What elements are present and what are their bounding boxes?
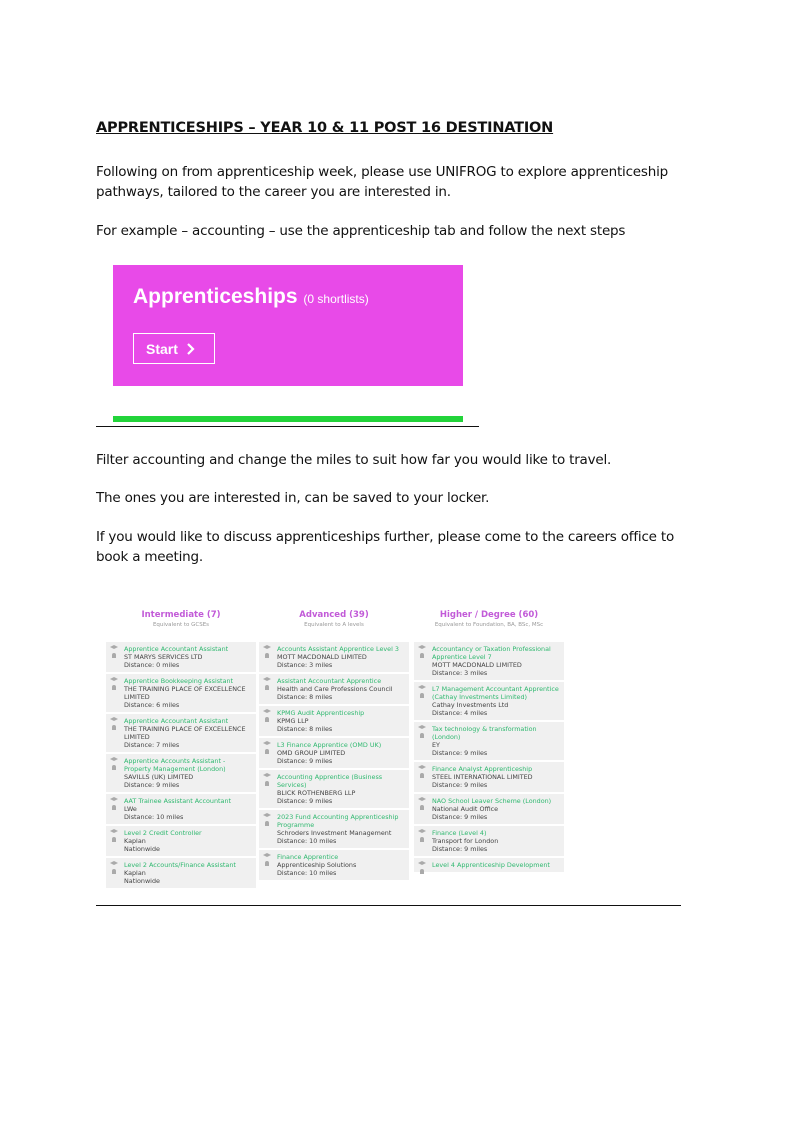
list-item[interactable]	[259, 810, 409, 848]
person-icon	[112, 837, 116, 842]
item-title[interactable]: Level 2 Accounts/Finance Assistant	[124, 861, 236, 869]
item-title[interactable]: Finance (Level 4)	[432, 829, 487, 837]
item-organisation: Apprenticeship Solutions	[277, 861, 357, 869]
card-title	[133, 285, 369, 309]
list-item[interactable]	[414, 682, 564, 720]
list-item[interactable]	[106, 754, 256, 792]
filter-paragraph: Filter accounting and change the miles to suit how far you would like to travel.	[96, 452, 612, 468]
item-distance: Distance: 0 miles	[124, 661, 180, 669]
item-distance: Distance: 10 miles	[124, 813, 184, 821]
item-distance: Distance: 9 miles	[124, 781, 180, 789]
list-item[interactable]	[259, 850, 409, 880]
item-distance: Distance: 9 miles	[432, 749, 488, 757]
list-item[interactable]	[106, 794, 256, 824]
graduation-cap-icon	[263, 853, 271, 858]
column-title[interactable]: Advanced (39)	[299, 610, 369, 620]
list-item[interactable]	[414, 722, 564, 760]
item-distance: Distance: 9 miles	[277, 757, 333, 765]
item-title[interactable]: AAT Trainee Assistant Accountant	[124, 797, 232, 805]
person-icon	[112, 765, 116, 770]
list-item[interactable]	[106, 858, 256, 888]
column-title[interactable]: Higher / Degree (60)	[439, 610, 539, 620]
item-distance: Distance: 9 miles	[277, 797, 333, 805]
progress-bar	[113, 416, 463, 422]
opportunity-list	[414, 642, 564, 908]
start-button[interactable]	[133, 333, 215, 364]
bottom-divider	[96, 905, 681, 906]
person-icon	[265, 749, 269, 754]
item-distance: Distance: 7 miles	[124, 741, 180, 749]
item-organisation: LWe	[124, 805, 137, 813]
column-header	[106, 610, 256, 642]
graduation-cap-icon	[110, 757, 118, 762]
person-icon	[112, 685, 116, 690]
graduation-cap-icon	[263, 709, 271, 714]
item-title[interactable]: NAO School Leaver Scheme (London)	[432, 797, 552, 805]
item-title[interactable]: Accountancy or Taxation Professional Apprentice Level 7	[432, 645, 551, 661]
shortlist-count: (0 shortlists)	[303, 292, 369, 306]
item-organisation: Kaplan	[124, 869, 146, 877]
column-header	[414, 610, 564, 642]
item-title[interactable]: Accounting Apprentice (Business Services)	[277, 773, 383, 789]
list-item[interactable]	[259, 642, 409, 672]
list-item[interactable]	[414, 858, 564, 872]
item-title[interactable]: KPMG Audit Apprenticeship	[277, 709, 365, 717]
graduation-cap-icon	[418, 685, 426, 690]
item-distance: Distance: 4 miles	[432, 709, 488, 717]
item-title[interactable]: Apprentice Bookkeeping Assistant	[124, 677, 234, 685]
graduation-cap-icon	[418, 765, 426, 770]
item-title[interactable]: Tax technology & transformation (London)	[432, 725, 537, 741]
list-item[interactable]	[259, 738, 409, 768]
item-distance: Distance: 8 miles	[277, 725, 333, 733]
opportunity-list	[259, 642, 409, 908]
person-icon	[265, 821, 269, 826]
discuss-paragraph: If you would like to discuss apprenticeships further, please come to the careers office to book a meeting.	[96, 529, 675, 565]
person-icon	[265, 781, 269, 786]
graduation-cap-icon	[418, 725, 426, 730]
column-intermediate	[106, 610, 256, 885]
item-distance: Nationwide	[124, 845, 160, 853]
item-title[interactable]: Level 4 Apprenticeship Development	[432, 861, 550, 869]
list-item[interactable]	[106, 714, 256, 752]
item-title[interactable]: Apprentice Accountant Assistant	[124, 645, 229, 653]
list-item[interactable]	[259, 674, 409, 704]
item-organisation: Transport for London	[432, 837, 499, 845]
item-title[interactable]: Accounts Assistant Apprentice Level 3	[277, 645, 399, 653]
item-organisation: THE TRAINING PLACE OF EXCELLENCE LIMITED	[124, 685, 246, 701]
graduation-cap-icon	[263, 741, 271, 746]
example-paragraph: For example – accounting – use the apprenticeship tab and follow the next steps	[96, 223, 626, 239]
graduation-cap-icon	[418, 645, 426, 650]
graduation-cap-icon	[110, 677, 118, 682]
item-organisation: Kaplan	[124, 837, 146, 845]
item-distance: Distance: 3 miles	[432, 669, 488, 677]
start-button-label: Start	[146, 340, 178, 357]
graduation-cap-icon	[263, 813, 271, 818]
item-title[interactable]: Apprentice Accountant Assistant	[124, 717, 229, 725]
item-title[interactable]: L3 Finance Apprentice (OMD UK)	[277, 741, 382, 749]
chevron-right-icon	[186, 343, 195, 355]
graduation-cap-icon	[418, 861, 426, 866]
graduation-cap-icon	[263, 677, 271, 682]
graduation-cap-icon	[110, 645, 118, 650]
item-organisation: ST MARYS SERVICES LTD	[124, 653, 203, 661]
list-item[interactable]	[414, 794, 564, 824]
item-organisation: KPMG LLP	[277, 717, 309, 725]
intro-paragraph: Following on from apprenticeship week, please use UNIFROG to explore apprenticeship pathways, tailored to the career you are interested in.	[96, 164, 669, 200]
item-title[interactable]: Apprentice Accounts Assistant - Property Management (London)	[124, 757, 226, 773]
item-organisation: OMD GROUP LIMITED	[277, 749, 346, 757]
person-icon	[265, 685, 269, 690]
person-icon	[420, 869, 424, 874]
person-icon	[420, 693, 424, 698]
item-organisation: Health and Care Professions Council	[277, 685, 393, 693]
graduation-cap-icon	[418, 829, 426, 834]
list-item[interactable]	[259, 770, 409, 808]
column-header	[259, 610, 409, 642]
item-distance: Distance: 9 miles	[432, 845, 488, 853]
item-organisation: National Audit Office	[432, 805, 499, 813]
item-title[interactable]: Level 2 Credit Controller	[124, 829, 202, 837]
person-icon	[112, 805, 116, 810]
person-icon	[420, 805, 424, 810]
item-title[interactable]: Finance Apprentice	[277, 853, 339, 861]
graduation-cap-icon	[263, 645, 271, 650]
column-advanced	[259, 610, 409, 877]
item-distance: Distance: 10 miles	[277, 837, 337, 845]
item-distance: Distance: 6 miles	[124, 701, 180, 709]
list-item[interactable]	[414, 762, 564, 792]
list-item[interactable]	[106, 674, 256, 712]
page-heading: APPRENTICESHIPS – YEAR 10 & 11 POST 16 DESTINATION	[96, 120, 554, 136]
item-organisation: SAVILLS (UK) LIMITED	[124, 773, 194, 781]
apprenticeships-card[interactable]	[113, 265, 463, 386]
person-icon	[265, 861, 269, 866]
column-subtitle: Equivalent to Foundation, BA, BSc, MSc	[434, 622, 544, 628]
list-item[interactable]	[106, 642, 256, 672]
item-distance: Distance: 9 miles	[432, 813, 488, 821]
item-organisation: Cathay Investments Ltd	[432, 701, 509, 709]
card-title-text: Apprenticeships	[133, 285, 298, 308]
item-distance: Distance: 9 miles	[432, 781, 488, 789]
list-item[interactable]	[259, 706, 409, 736]
graduation-cap-icon	[110, 717, 118, 722]
person-icon	[112, 869, 116, 874]
graduation-cap-icon	[263, 773, 271, 778]
item-title[interactable]: Finance Analyst Apprenticeship	[432, 765, 533, 773]
column-title[interactable]: Intermediate (7)	[141, 610, 221, 620]
person-icon	[265, 653, 269, 658]
item-organisation: EY	[432, 741, 440, 749]
item-organisation: STEEL INTERNATIONAL LIMITED	[432, 773, 533, 781]
item-organisation: THE TRAINING PLACE OF EXCELLENCE LIMITED	[124, 725, 246, 741]
person-icon	[420, 837, 424, 842]
opportunity-list	[106, 642, 256, 908]
person-icon	[112, 725, 116, 730]
item-distance: Distance: 10 miles	[277, 869, 337, 877]
item-distance: Distance: 3 miles	[277, 661, 333, 669]
person-icon	[112, 653, 116, 658]
column-subtitle: Equivalent to A levels	[304, 622, 364, 628]
item-title[interactable]: Assistant Accountant Apprentice	[277, 677, 382, 685]
list-item[interactable]	[414, 642, 564, 680]
list-item[interactable]	[414, 826, 564, 856]
column-higher	[414, 610, 564, 869]
person-icon	[265, 717, 269, 722]
graduation-cap-icon	[110, 861, 118, 866]
item-organisation: MOTT MACDONALD LIMITED	[277, 653, 367, 661]
item-organisation: MOTT MACDONALD LIMITED	[432, 661, 522, 669]
item-organisation: BLICK ROTHENBERG LLP	[277, 789, 356, 797]
person-icon	[420, 733, 424, 738]
item-title[interactable]: L7 Management Accountant Apprentice (Cathay Investments Limited)	[432, 685, 559, 701]
item-distance: Distance: 8 miles	[277, 693, 333, 701]
item-organisation: Schroders Investment Management	[277, 829, 392, 837]
graduation-cap-icon	[110, 797, 118, 802]
graduation-cap-icon	[110, 829, 118, 834]
list-item[interactable]	[106, 826, 256, 856]
graduation-cap-icon	[418, 797, 426, 802]
column-subtitle: Equivalent to GCSEs	[152, 622, 210, 628]
locker-paragraph: The ones you are interested in, can be saved to your locker.	[96, 490, 490, 506]
item-distance: Nationwide	[124, 877, 160, 885]
person-icon	[420, 653, 424, 658]
person-icon	[420, 773, 424, 778]
item-title[interactable]: 2023 Fund Accounting Apprenticeship Programme	[277, 813, 399, 829]
divider-line	[96, 426, 479, 427]
